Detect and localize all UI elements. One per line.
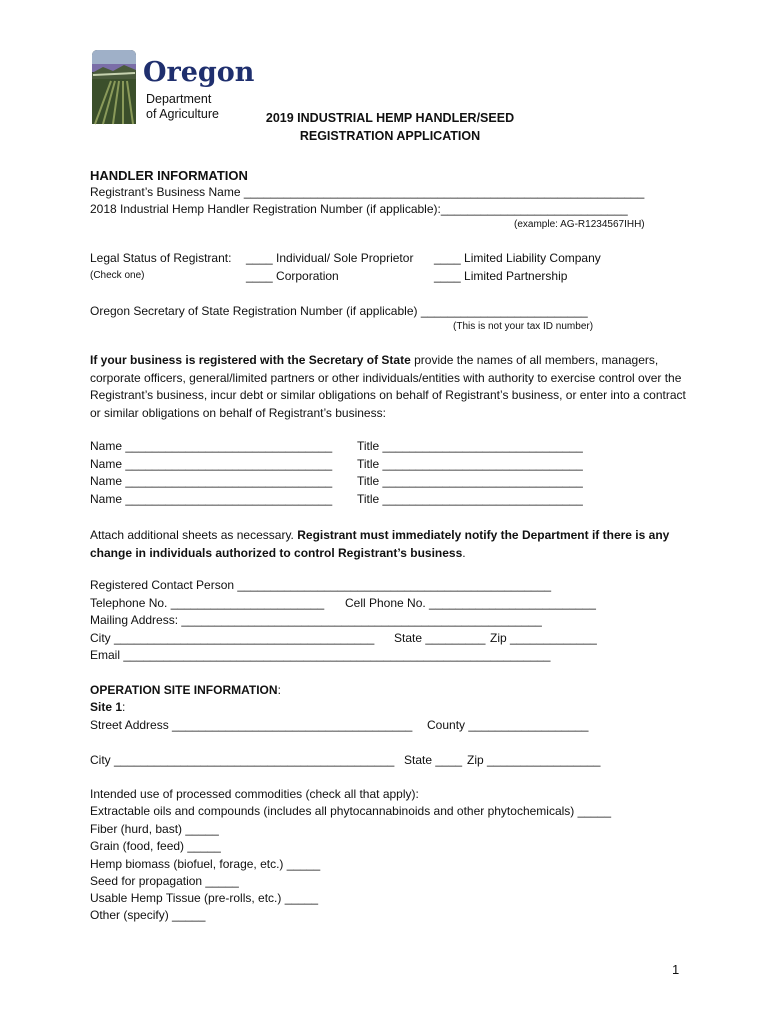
site-state-field[interactable]: State ____ [404, 753, 463, 767]
cell-phone-field[interactable]: Cell Phone No. _________________________ [345, 596, 596, 610]
operation-heading [90, 684, 281, 696]
handler-heading: HANDLER INFORMATION [90, 168, 248, 183]
member-title-2[interactable]: Title ______________________________ [357, 457, 583, 471]
attach-notice-bold: Registrant must immediately notify the Department if there is any change in individuals authorized to control Registrant’s business [90, 528, 670, 560]
members-intro-text: provide the names of all members, managers, corporate officers, general/limited partners or other individuals/entities with authority to exercise control over the Registrant’s business, incur debt or similar obligations on behalf of Registrant’s business, or enter into a contract or similar obligations on behalf of Registrant’s business: [90, 353, 686, 420]
sos-number-note: (This is not your tax ID number) [453, 321, 594, 332]
attach-notice-text: Attach additional sheets as necessary. [90, 528, 298, 542]
attach-notice [90, 527, 690, 562]
member-name-4[interactable]: Name _______________________________ [90, 492, 333, 506]
form-title-line2: REGISTRATION APPLICATION [299, 129, 481, 143]
logo-line1: Department [146, 92, 212, 106]
site-city-field[interactable]: City __________________________________________ [90, 753, 395, 767]
legal-status-label: Legal Status of Registrant: [90, 251, 232, 265]
option-corporation[interactable]: ____ Corporation [246, 269, 339, 283]
check-one-note: (Check one) [90, 270, 145, 281]
street-address-field[interactable]: Street Address ____________________________________ [90, 718, 413, 732]
site-zip-field[interactable]: Zip _________________ [467, 753, 601, 767]
reg-number-example: (example: AG-R1234567IHH) [514, 219, 645, 230]
business-name-field[interactable]: Registrant’s Business Name ____________________________________________________________ [90, 185, 645, 199]
members-intro [90, 352, 690, 422]
members-intro-bold: If your business is registered with the Secretary of State [90, 353, 411, 367]
page-number: 1 [672, 962, 680, 977]
member-title-1[interactable]: Title ______________________________ [357, 439, 583, 453]
attach-notice-end: . [462, 545, 466, 560]
county-field[interactable]: County __________________ [427, 718, 589, 732]
commodity-item[interactable]: Other (specify) _____ [90, 908, 206, 922]
contact-zip-field[interactable]: Zip _____________ [490, 631, 597, 645]
commodity-item[interactable]: Usable Hemp Tissue (pre-rolls, etc.) _____ [90, 891, 319, 905]
telephone-field[interactable]: Telephone No. _______________________ [90, 596, 325, 610]
mailing-address-field[interactable]: Mailing Address: ______________________________________________________ [90, 613, 542, 627]
commodity-item[interactable]: Seed for propagation _____ [90, 874, 239, 888]
sos-number-field[interactable]: Oregon Secretary of State Registration Number (if applicable) _________________________ [90, 304, 588, 318]
contact-person-field[interactable]: Registered Contact Person _______________________________________________ [90, 578, 552, 592]
member-name-2[interactable]: Name _______________________________ [90, 457, 333, 471]
member-name-1[interactable]: Name _______________________________ [90, 439, 333, 453]
contact-city-field[interactable]: City _______________________________________ [90, 631, 375, 645]
operation-heading-colon: : [277, 683, 281, 697]
contact-state-field[interactable]: State _________ [394, 631, 486, 645]
commodity-item[interactable]: Extractable oils and compounds (includes all phytocannabinoids and other phytochemicals) _____ [90, 804, 611, 818]
form-title-line1: 2019 INDUSTRIAL HEMP HANDLER/SEED [265, 111, 515, 125]
logo-line2: of Agriculture [146, 107, 219, 121]
member-name-3[interactable]: Name _______________________________ [90, 474, 333, 488]
handler-reg-number-field[interactable]: 2018 Industrial Hemp Handler Registration Number (if applicable):____________________________ [90, 202, 628, 216]
option-individual[interactable]: ____ Individual/ Sole Proprietor [246, 251, 414, 265]
option-limited-partnership[interactable]: ____ Limited Partnership [434, 269, 568, 283]
site-label-text: Site 1 [90, 700, 123, 714]
commodity-item[interactable]: Fiber (hurd, bast) _____ [90, 822, 219, 836]
site-label [90, 701, 125, 713]
email-field[interactable]: Email ________________________________________________________________ [90, 648, 551, 662]
member-title-4[interactable]: Title ______________________________ [357, 492, 583, 506]
site-label-colon: : [122, 700, 126, 714]
operation-heading-text: OPERATION SITE INFORMATION [90, 683, 278, 697]
member-title-3[interactable]: Title ______________________________ [357, 474, 583, 488]
logo-name: Oregon [143, 57, 255, 88]
commodity-item[interactable]: Grain (food, feed) _____ [90, 839, 221, 853]
commodities-intro: Intended use of processed commodities (check all that apply): [90, 787, 419, 801]
commodity-item[interactable]: Hemp biomass (biofuel, forage, etc.) _____ [90, 857, 321, 871]
option-llc[interactable]: ____ Limited Liability Company [434, 251, 601, 265]
